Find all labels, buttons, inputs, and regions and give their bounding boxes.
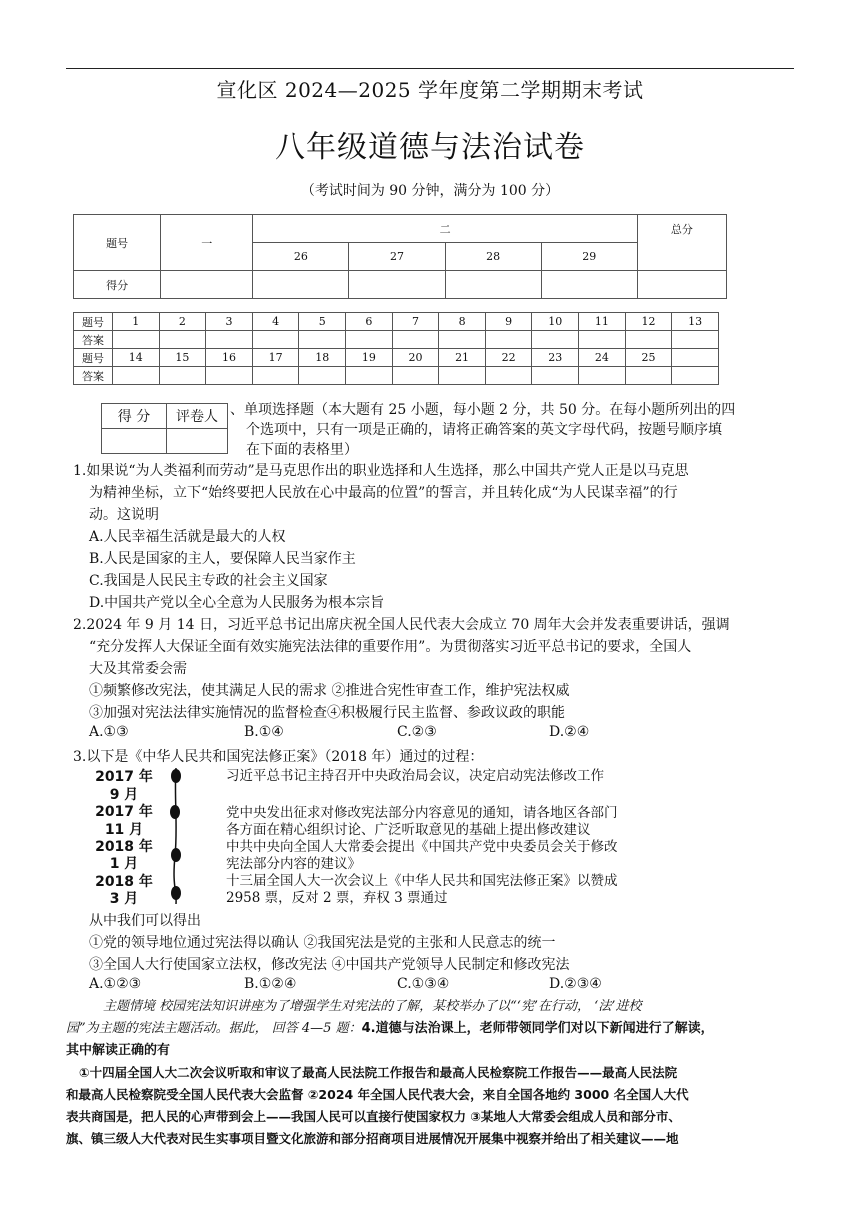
answer-num: 12: [625, 313, 672, 331]
answer-cell[interactable]: [485, 331, 532, 349]
timeline-line: [168, 766, 184, 906]
exam-line: 宣化区 2024—2025 学年度第二学期期末考试: [216, 78, 644, 102]
theme-context-2: [66, 1018, 806, 1040]
option-a: A.人民幸福生活就是最大的人权: [89, 529, 286, 545]
exam-info: （考试时间为 90 分钟，满分为 100 分）: [300, 183, 560, 199]
answer-num: 25: [625, 349, 672, 367]
answer-num: 11: [579, 313, 626, 331]
score-cell[interactable]: [161, 271, 253, 299]
question-text: 从中我们可以得出: [89, 913, 201, 929]
q2-option-c: C.②③: [397, 724, 437, 740]
answer-cell[interactable]: [113, 331, 160, 349]
answer-num: 10: [532, 313, 579, 331]
score-table: [73, 214, 727, 299]
section1-intro: [230, 400, 735, 460]
statement-line: 旗、镇三级人大代表对民生实事项目暨文化旅游和部分招商项目进展情况开展集中视察并给出了相关建议——地: [66, 1131, 679, 1146]
grader-label: 评卷人: [167, 404, 228, 429]
grader-score-cell[interactable]: [102, 429, 167, 454]
question-text: 3.以下是《中华人民共和国宪法修正案》（2018 年）通过的过程：: [73, 749, 484, 765]
timeline-event: 各方面在精心组织讨论、广泛听取意见的基础上提出修改建议: [226, 822, 591, 838]
answer-cell[interactable]: [439, 367, 486, 385]
timeline-dot: [171, 886, 181, 900]
q3-option-a: A.①②③: [89, 976, 142, 992]
score-col-28: 28: [445, 243, 541, 271]
score-cell[interactable]: [349, 271, 445, 299]
answer-cell[interactable]: [532, 367, 579, 385]
answer-cell[interactable]: [206, 367, 253, 385]
q3-option-b: B.①②④: [244, 976, 297, 992]
q3-option-d: D.②③④: [549, 976, 602, 992]
statement-line: ①频繁修改宪法，使其满足人民的需求 ②推进合宪性审查工作，维护宪法权威: [89, 683, 570, 699]
answer-num: 14: [113, 349, 160, 367]
grader-score-label: 得 分: [102, 404, 167, 429]
grader-box: [101, 403, 228, 454]
timeline-event: 中共中央向全国人大常委会提出《中国共产党中央委员会关于修改: [226, 839, 618, 855]
theme-context-tail: 园”为主题的宪法主题活动。据此， 回答 4—5 题：: [66, 1021, 362, 1036]
answer-num: 24: [579, 349, 626, 367]
answer-cell: [672, 367, 719, 385]
answer-cell[interactable]: [485, 367, 532, 385]
answer-num: 13: [672, 313, 719, 331]
answer-cell[interactable]: [625, 331, 672, 349]
answer-cell[interactable]: [159, 367, 206, 385]
timeline-month: 9 月: [109, 787, 139, 803]
timeline-dot: [170, 805, 180, 819]
grader-name-cell[interactable]: [167, 429, 228, 454]
answer-num: 4: [252, 313, 299, 331]
timeline-event: 党中央发出征求对修改宪法部分内容意见的通知，请各地区各部门: [226, 805, 618, 821]
timeline-year: 2017 年: [95, 769, 153, 785]
answer-tihao: 题号: [74, 313, 113, 331]
timeline-month: 11 月: [104, 822, 144, 838]
question-4-statements: [66, 1062, 804, 1150]
timeline-dot: [171, 769, 181, 783]
score-zongfen: 总分: [637, 215, 726, 271]
answer-cell[interactable]: [346, 331, 393, 349]
timeline-month: 3 月: [109, 891, 139, 907]
timeline-year: 2017 年: [95, 804, 153, 820]
statement-line: ①十四届全国人大二次会议听取和审议了最高人民法院工作报告和最高人民检察院工作报告——最高人民法院: [79, 1065, 678, 1080]
answer-cell[interactable]: [625, 367, 672, 385]
answer-cell[interactable]: [672, 331, 719, 349]
answer-num: 22: [485, 349, 532, 367]
question-4-stem: 4.道德与法治课上，老师带领同学们对以下新闻进行了解读，: [361, 1021, 714, 1036]
answer-num: 9: [485, 313, 532, 331]
answer-cell[interactable]: [159, 331, 206, 349]
score-col-29: 29: [541, 243, 637, 271]
answer-cell[interactable]: [299, 367, 346, 385]
answer-cell[interactable]: [252, 331, 299, 349]
score-cell: [637, 271, 726, 299]
timeline-month: 1 月: [109, 856, 139, 872]
timeline-event: 2958 票，反对 2 票，弃权 3 票通过: [226, 890, 448, 906]
score-col-26: 26: [253, 243, 349, 271]
answer-cell[interactable]: [532, 331, 579, 349]
option-d: D.中国共产党以全心全意为人民服务为根本宗旨: [89, 595, 385, 611]
answer-num: 21: [439, 349, 486, 367]
answer-num: 7: [392, 313, 439, 331]
answer-daan: 答案: [74, 367, 113, 385]
answer-num: 15: [159, 349, 206, 367]
question-text: 动。这说明: [89, 507, 159, 523]
answer-grid: [73, 312, 719, 385]
section1-intro-line: 、单项选择题（本大题有 25 小题，每小题 2 分，共 50 分。在每小题所列出的四: [230, 402, 736, 418]
timeline-year: 2018 年: [95, 874, 153, 890]
score-defen: 得分: [74, 271, 161, 299]
answer-cell[interactable]: [392, 331, 439, 349]
answer-num: [672, 349, 719, 367]
score-cell[interactable]: [253, 271, 349, 299]
statement-line: 和最高人民检察院受全国人民代表大会监督 ②2024 年全国人民代表大会，来自全国各地约 3000 名全国人大代: [66, 1087, 689, 1102]
question-1: [73, 460, 798, 614]
answer-num: 1: [113, 313, 160, 331]
question-3: [73, 746, 798, 768]
q2-option-a: A.①③: [89, 724, 129, 740]
answer-num: 5: [299, 313, 346, 331]
answer-num: 18: [299, 349, 346, 367]
statement-line: ③加强对宪法法律实施情况的监督检查④积极履行民主监督、参政议政的职能: [89, 705, 565, 721]
answer-num: 8: [439, 313, 486, 331]
option-b: B.人民是国家的主人，要保障人民当家作主: [89, 551, 356, 567]
timeline-event: 习近平总书记主持召开中央政治局会议，决定启动宪法修改工作: [226, 768, 604, 784]
score-cell[interactable]: [541, 271, 637, 299]
page-title: 八年级道德与法治试卷: [275, 130, 585, 165]
question-text: 1.如果说“为人类福利而劳动”是马克思作出的职业选择和人生选择，那么中国共产党人正是以马克思: [73, 463, 689, 479]
section1-intro-line: 个选项中，只有一项是正确的，请将正确答案的英文字母代码，按题号顺序填: [246, 422, 722, 438]
answer-num: 17: [252, 349, 299, 367]
timeline-dot: [171, 848, 181, 862]
statement-line: ①党的领导地位通过宪法得以确认 ②我国宪法是党的主张和人民意志的统一: [89, 935, 556, 951]
answer-num: 19: [346, 349, 393, 367]
answer-daan: 答案: [74, 331, 113, 349]
answer-cell[interactable]: [392, 367, 439, 385]
answer-cell[interactable]: [346, 367, 393, 385]
answer-tihao: 题号: [74, 349, 113, 367]
question-text: 2.2024 年 9 月 14 日，习近平总书记出席庆祝全国人民代表大会成立 70 周年大会并发表重要讲话，强调: [73, 617, 730, 633]
answer-num: 2: [159, 313, 206, 331]
answer-num: 23: [532, 349, 579, 367]
answer-cell[interactable]: [579, 331, 626, 349]
q2-option-b: B.①④: [244, 724, 284, 740]
question-text: 大及其常委会需: [89, 661, 187, 677]
answer-num: 16: [206, 349, 253, 367]
answer-num: 20: [392, 349, 439, 367]
q2-option-d: D.②④: [549, 724, 590, 740]
score-er: 二: [253, 215, 638, 243]
score-col-27: 27: [349, 243, 445, 271]
timeline-event: 宪法部分内容的建议》: [226, 856, 361, 872]
answer-num: 6: [346, 313, 393, 331]
statement-line: ③全国人大行使国家立法权，修改宪法 ④中国共产党领导人民制定和修改宪法: [89, 957, 570, 973]
question-text: “充分发挥人大保证全面有效实施宪法法律的重要作用”。为贯彻落实习近平总书记的要求，全国人: [89, 639, 692, 655]
timeline-event: 十三届全国人大一次会议上《中华人民共和国宪法修正案》以赞成: [226, 873, 618, 889]
score-cell[interactable]: [445, 271, 541, 299]
option-c: C.我国是人民民主专政的社会主义国家: [89, 573, 328, 589]
section1-intro-line: 在下面的表格里）: [246, 442, 358, 458]
theme-context: 主题情境 校园宪法知识讲座为了增强学生对宪法的了解，某校举办了以“‘宪’在行动， ‘法’进校: [103, 999, 642, 1014]
top-rule: [66, 68, 794, 69]
answer-num: 3: [206, 313, 253, 331]
answer-cell[interactable]: [252, 367, 299, 385]
statement-line: 表共商国是，把人民的心声带到会上——我国人民可以直接行使国家权力 ③某地人大常委会组成人员和部分市、: [66, 1109, 681, 1124]
q3-option-c: C.①③④: [397, 976, 450, 992]
answer-cell[interactable]: [113, 367, 160, 385]
question-text: 为精神坐标，立下“始终要把人民放在心中最高的位置”的誓言，并且转化成“为人民谋幸福”的行: [89, 485, 678, 501]
answer-cell[interactable]: [206, 331, 253, 349]
q3-statements: [89, 910, 789, 976]
timeline-year: 2018 年: [95, 839, 153, 855]
question-2: [73, 614, 798, 724]
answer-cell[interactable]: [439, 331, 486, 349]
answer-cell[interactable]: [299, 331, 346, 349]
answer-cell[interactable]: [579, 367, 626, 385]
question-4-stem-2: 其中解读正确的有: [66, 1043, 171, 1058]
score-yi: 一: [161, 215, 253, 271]
score-tihao: 题号: [74, 215, 161, 271]
